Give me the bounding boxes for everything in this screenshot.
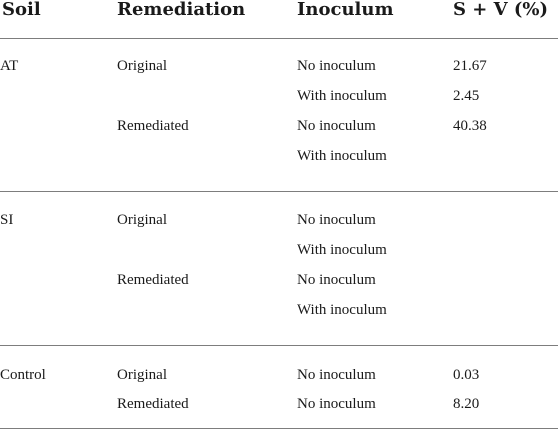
table-cell-inoculum: No inoculum bbox=[297, 272, 376, 288]
table-cell-sv: 21.67 bbox=[453, 58, 487, 74]
table-cell-remediation: Remediated bbox=[117, 272, 189, 288]
table-cell-remediation: Original bbox=[117, 367, 167, 383]
table-cell-remediation: Remediated bbox=[117, 396, 189, 412]
table-cell-sv: 8.20 bbox=[453, 396, 480, 412]
table-cell-inoculum: No inoculum bbox=[297, 212, 376, 228]
header-inoculum: Inoculum bbox=[297, 0, 394, 20]
group-divider bbox=[0, 345, 558, 346]
bottom-divider bbox=[0, 428, 558, 429]
table-cell-inoculum: No inoculum bbox=[297, 396, 376, 412]
table-cell-remediation: Remediated bbox=[117, 118, 189, 134]
table-cell-inoculum: No inoculum bbox=[297, 58, 376, 74]
table-cell-inoculum: With inoculum bbox=[297, 302, 387, 318]
soil-label-control: Control bbox=[0, 367, 46, 383]
table-cell-sv: 40.38 bbox=[453, 118, 487, 134]
table-cell-inoculum: With inoculum bbox=[297, 88, 387, 104]
table-cell-inoculum: With inoculum bbox=[297, 242, 387, 258]
table-cell-inoculum: No inoculum bbox=[297, 367, 376, 383]
header-sv-percent: S + V (%) bbox=[453, 0, 548, 20]
table-cell-sv: 2.45 bbox=[453, 88, 480, 104]
table-cell-inoculum: With inoculum bbox=[297, 148, 387, 164]
table-cell-remediation: Original bbox=[117, 58, 167, 74]
header-soil: Soil bbox=[2, 0, 41, 20]
group-divider bbox=[0, 191, 558, 192]
soil-label-at: AT bbox=[0, 58, 19, 74]
table-cell-sv: 0.03 bbox=[453, 367, 480, 383]
table-cell-inoculum: No inoculum bbox=[297, 118, 376, 134]
header-divider bbox=[0, 38, 558, 39]
soil-label-si: SI bbox=[0, 212, 14, 228]
table-cell-remediation: Original bbox=[117, 212, 167, 228]
header-remediation: Remediation bbox=[117, 0, 246, 20]
